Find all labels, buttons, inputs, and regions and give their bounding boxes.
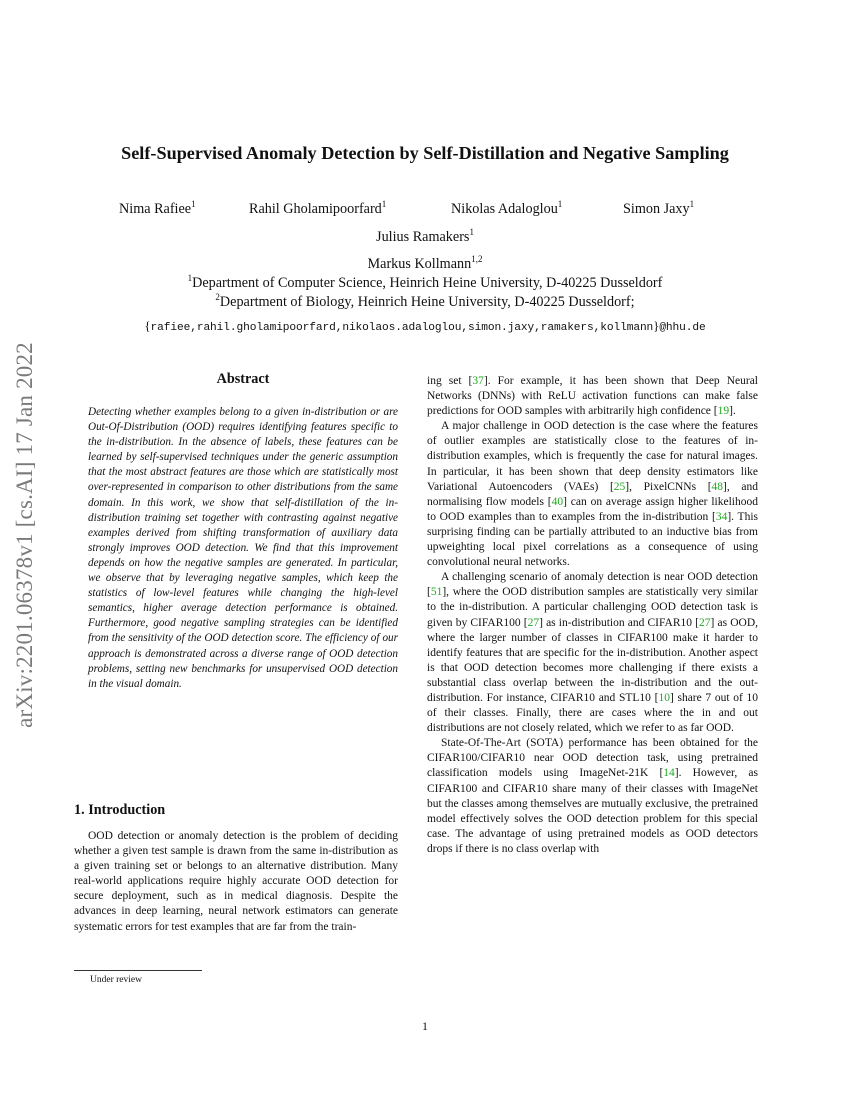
author-affiliation-mark: 1,2 [471,254,483,264]
citation-link[interactable]: 10 [658,691,670,704]
email-list: rafiee,rahil.gholamipoorfard,nikolaos.adaloglou,simon.jaxy,ramakers,kollmann [150,322,654,334]
arxiv-stamp-text: arXiv:2201.06378v1 [cs.AI] 17 Jan 2022 [12,342,37,728]
text-run: ]. However, as CIFAR100 and CIFAR10 share many of their classes with ImageNet but the classes among themselves are mutually exclusive, the pretrained model effectively solves the OOD detection problem for this special case. The advantage of using pretrained models as OOD detectors drops if there is no class overlap with [427,767,758,855]
author-1 [119,201,196,218]
text-run: ] as in-distribution and CIFAR10 [ [539,616,699,629]
paper-title: Self-Supervised Anomaly Detection by Self-Distillation and Negative Sampling [121,143,729,163]
citation-link[interactable]: 48 [711,480,724,493]
affiliation-2 [0,294,850,311]
abstract-heading: Abstract [216,371,270,387]
text-run: ] share 7 out of 10 of their classes. Finally, there are cases where the in and out distributions are not closely related, which we refer to as far OOD. [427,691,758,735]
text-run: A challenging scenario of anomaly detection is near OOD detection [ [427,571,758,599]
affiliation-text: Department of Computer Science, Heinrich Heine University, D-40225 Dusseldorf [192,275,663,291]
paragraph-continued [427,374,758,419]
author-emails [0,318,850,334]
arxiv-stamp [5,300,45,770]
section-heading-introduction: 1. Introduction [74,802,166,818]
affiliation-1 [0,275,850,292]
author-affiliation-mark: 1 [191,199,196,209]
text-run: ], and normalising flow models [ [427,480,758,508]
author-3 [451,201,562,218]
introduction-paragraph: OOD detection or anomaly detection is the problem of deciding whether a given test sample is drawn from the same in-distribution as a given training set or belongs to an alternative distribution. Many real-world applications require highly accurate OOD detection for secure deployment, such as in medical diagnosis. Despite the advances in deep learning, neural network estimators can generate systematic errors for test examples that are far from the train- [74,830,398,933]
email-brace-open: { [144,318,151,333]
citation-link[interactable]: 27 [527,616,540,629]
citation-link[interactable]: 34 [715,510,728,523]
author-affiliation-mark: 1 [689,199,695,209]
abstract-text: Detecting whether examples belong to a given in-distribution or are Out-Of-Distribution (OOD) requires identifying features specific to the in-distribution. In the absence of labels, these features can be learned by self-supervised techniques under the generic assumption that the most abstract features are those which are statistically most over-represented in comparison to other distributions from the same domain. In this work, we show that self-distillation of the in-distribution training set together with contrasting against negative examples derived from shifting transformation of auxiliary data strongly improves OOD detection. We find that this improvement depends on how the negative samples are generated. In particular, we observe that by leveraging negative samples, which keep the statistics of low-level features while changing the high-level semantics, higher average detection performance is obtained. Furthermore, good negative sampling strategies can be identified from the sensitivity of the OOD detection score. The efficiency of our approach is demonstrated across a diverse range of OOD detection problems, setting new benchmarks for unsupervised OOD detection in the visual domain. [88,406,398,690]
paragraph [427,419,758,570]
footnote: Under review [90,975,142,985]
author-affiliation-mark: 1 [469,227,474,237]
author-name: Nikolas Adaloglou [451,201,558,217]
affiliation-text: Department of Biology, Heinrich Heine University, D-40225 Dusseldorf; [219,294,635,310]
footnote-rule [74,970,202,971]
author-4 [623,201,694,218]
text-run: ], where the OOD distribution samples are statistically very similar to the in-distribution. A particular challenging OOD detection task is given by CIFAR100 [ [427,586,758,629]
citation-link[interactable]: 25 [613,480,626,493]
text-run: ]. [729,405,736,418]
author-name: Markus Kollmann [367,256,472,272]
paragraph [427,570,758,736]
citation-link[interactable]: 40 [551,495,564,508]
text-run: ] can on average assign higher likelihood to OOD examples than to examples from the in-distribution [ [427,495,758,523]
email-domain: @hhu.de [659,322,706,334]
citation-link[interactable]: 27 [699,616,711,629]
affiliation-mark: 1 [187,273,193,283]
citation-link[interactable]: 14 [663,767,675,780]
citation-link[interactable]: 51 [430,586,443,599]
affiliation-mark: 2 [215,292,220,302]
author-name: Julius Ramakers [376,229,470,245]
text-run: A major challenge in OOD detection is the case where the features of outlier examples are statistically close to the features of in-distribution examples, which is frequently the case for natural images. In particular, it has been shown that deep density estimators like Variational Autoencoders (VAEs) [ [427,420,758,493]
author-5 [0,229,850,246]
author-6 [0,256,850,273]
page-number: 1 [422,1019,428,1033]
right-column [427,374,758,857]
author-name: Nima Rafiee [119,201,192,217]
author-name: Simon Jaxy [623,201,690,217]
text-run: ]. For example, it has been shown that Deep Neural Networks (DNNs) with ReLU activation functions can make false predictions for OOD samples with arbitrarily high confidence [ [427,375,758,418]
author-2 [249,201,386,218]
text-run: ], PixelCNNs [ [625,480,712,493]
author-name: Rahil Gholamipoorfard [249,201,382,217]
paragraph [427,736,758,857]
text-run: ] as OOD, where the larger number of classes in CIFAR100 make it harder to identify features that are specific for the in-distribution. Another aspect is that OOD detection becomes more challenging if there exists a substantial class overlap between the in-distribution and the out-distribution. For instance, CIFAR10 and STL10 [ [427,616,758,704]
citation-link[interactable]: 37 [472,375,484,387]
author-affiliation-mark: 1 [557,199,563,209]
email-brace-close: } [653,318,660,333]
text-run: State-Of-The-Art (SOTA) performance has been obtained for the CIFAR100/CIFAR10 near OOD detection task, using pretrained classification models using ImageNet-21K [ [427,737,758,780]
text-run: ing set [ [427,375,473,387]
author-affiliation-mark: 1 [381,199,387,209]
citation-link[interactable]: 19 [717,405,730,418]
text-run: ]. This surprising finding can be partially attributed to an inductive bias from upweighting local pixel correlations as a consequence of using convolutional neural networks. [427,510,758,569]
